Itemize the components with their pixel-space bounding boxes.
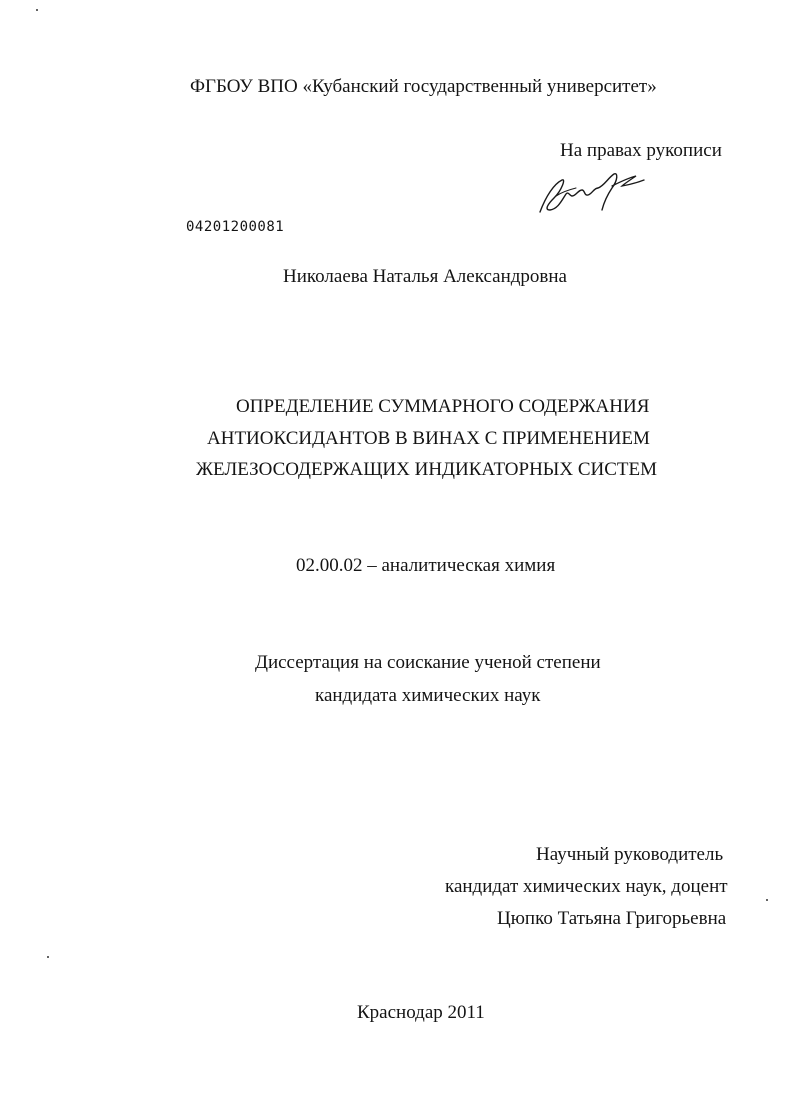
title-line: ОПРЕДЕЛЕНИЕ СУММАРНОГО СОДЕРЖАНИЯ (236, 396, 650, 417)
author-name: Николаева Наталья Александровна (283, 266, 567, 287)
title-line: АНТИОКСИДАНТОВ В ВИНАХ С ПРИМЕНЕНИЕМ (207, 428, 650, 449)
city-year: Краснодар 2011 (357, 1002, 485, 1023)
title-line: ЖЕЛЕЗОСОДЕРЖАЩИХ ИНДИКАТОРНЫХ СИСТЕМ (196, 459, 658, 480)
university-name: ФГБОУ ВПО «Кубанский государственный университет» (190, 76, 657, 97)
scan-speck (36, 9, 38, 11)
supervisor-degree: кандидат химических наук, доцент (445, 876, 728, 897)
supervisor-name: Цюпко Татьяна Григорьевна (497, 908, 727, 929)
rights-note: На правах рукописи (560, 140, 722, 161)
scan-speck (47, 956, 49, 958)
degree-line: кандидата химических наук (315, 685, 541, 706)
handwritten-signature (532, 166, 647, 222)
degree-line: Диссертация на соискание ученой степени (255, 652, 601, 673)
specialty-code: 02.00.02 – аналитическая химия (296, 555, 556, 576)
scan-speck (766, 899, 768, 901)
supervisor-role: Научный руководитель (536, 844, 724, 865)
document-number: 04201200081 (186, 219, 285, 235)
